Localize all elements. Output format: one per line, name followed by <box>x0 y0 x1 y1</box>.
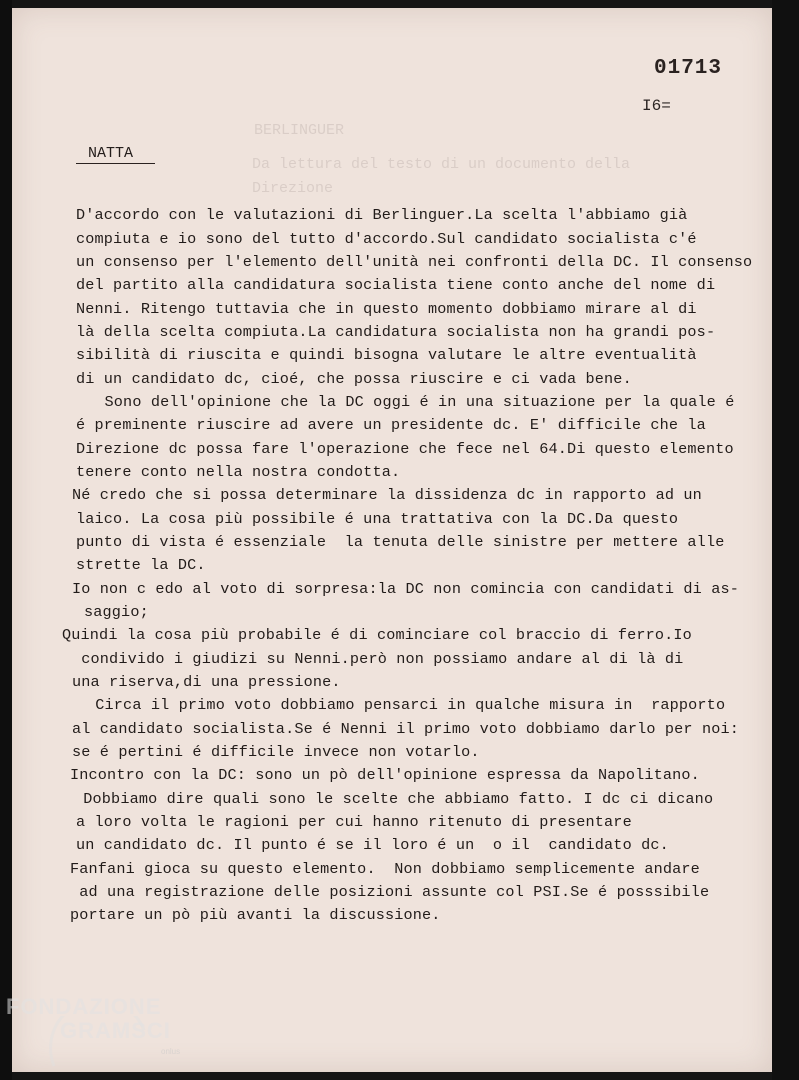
body-line: Fanfani gioca su questo elemento. Non dobbiamo semplicemente andare <box>70 860 700 878</box>
body-line: a loro volta le ragioni per cui hanno ritenuto di presentare <box>76 813 632 831</box>
body-line: un consenso per l'elemento dell'unità nei confronti della DC. Il consenso <box>76 253 753 271</box>
bleed-through-text: Da lettura del testo di un documento della <box>252 156 631 173</box>
body-line: Quindi la cosa più probabile é di cominciare col braccio di ferro.Io <box>62 626 692 644</box>
body-line: Circa il primo voto dobbiamo pensarci in qualche misura in rapporto <box>86 696 726 714</box>
document-number: 01713 <box>654 57 723 80</box>
body-line: là della scelta compiuta.La candidatura socialista non ha grandi pos- <box>76 323 716 341</box>
body-line: D'accordo con le valutazioni di Berlinguer.La scelta l'abbiamo già <box>76 206 688 224</box>
body-line: del partito alla candidatura socialista tiene conto anche del nome di <box>76 276 716 294</box>
page-mark: I6= <box>642 97 671 115</box>
body-line: una riserva,di una pressione. <box>72 673 341 691</box>
scan-border-left <box>0 0 12 1080</box>
body-line: punto di vista é essenziale la tenuta delle sinistre per mettere alle <box>76 533 725 551</box>
body-line: Incontro con la DC: sono un pò dell'opinione espressa da Napolitano. <box>70 766 700 784</box>
body-line: Direzione dc possa fare l'operazione che fece nel 64.Di questo elemento <box>76 440 734 458</box>
body-line: Sono dell'opinione che la DC oggi é in una situazione per la quale é <box>86 393 735 411</box>
watermark <box>6 994 206 1074</box>
body-line: compiuta e io sono del tutto d'accordo.Sul candidato socialista c'é <box>76 230 697 248</box>
scan-border-right <box>772 0 799 1080</box>
body-line: se é pertini é difficile invece non votarlo. <box>72 743 480 761</box>
document-page <box>12 8 772 1072</box>
body-line: al candidato socialista.Se é Nenni il primo voto dobbiamo darlo per noi: <box>72 720 740 738</box>
body-line: ad una registrazione delle posizioni assunte col PSI.Se é posssibile <box>70 883 710 901</box>
body-line: un candidato dc. Il punto é se il loro é un o il candidato dc. <box>76 836 669 854</box>
watermark-line3: onlus <box>161 1047 181 1056</box>
body-line: é preminente riuscire ad avere un presidente dc. E' difficile che la <box>76 416 706 434</box>
body-line: sibilità di riuscita e quindi bisogna valutare le altre eventualità <box>76 346 697 364</box>
bleed-through-text: Direzione <box>252 180 334 197</box>
speaker-heading: NATTA <box>76 145 155 164</box>
watermark-line1: FONDAZIONE <box>6 994 162 1019</box>
body-line: saggio; <box>84 603 149 621</box>
body-line: condivido i giudizi su Nenni.però non possiamo andare al di là di <box>72 650 684 668</box>
body-line: tenere conto nella nostra condotta. <box>76 463 401 481</box>
body-line: Io non c edo al voto di sorpresa:la DC non comincia con candidati di as- <box>72 580 740 598</box>
watermark-line2: GRAMSCI <box>60 1018 171 1043</box>
body-line: strette la DC. <box>76 556 206 574</box>
bleed-through-text: BERLINGUER <box>254 122 345 139</box>
body-line: Né credo che si possa determinare la dissidenza dc in rapporto ad un <box>72 486 702 504</box>
body-line: laico. La cosa più possibile é una trattativa con la DC.Da questo <box>76 510 679 528</box>
body-line: di un candidato dc, cioé, che possa riuscire e ci vada bene. <box>76 370 632 388</box>
body-line: Nenni. Ritengo tuttavia che in questo momento dobbiamo mirare al di <box>76 300 697 318</box>
body-line: Dobbiamo dire quali sono le scelte che abbiamo fatto. I dc ci dicano <box>74 790 714 808</box>
body-line: portare un pò più avanti la discussione. <box>70 906 441 924</box>
